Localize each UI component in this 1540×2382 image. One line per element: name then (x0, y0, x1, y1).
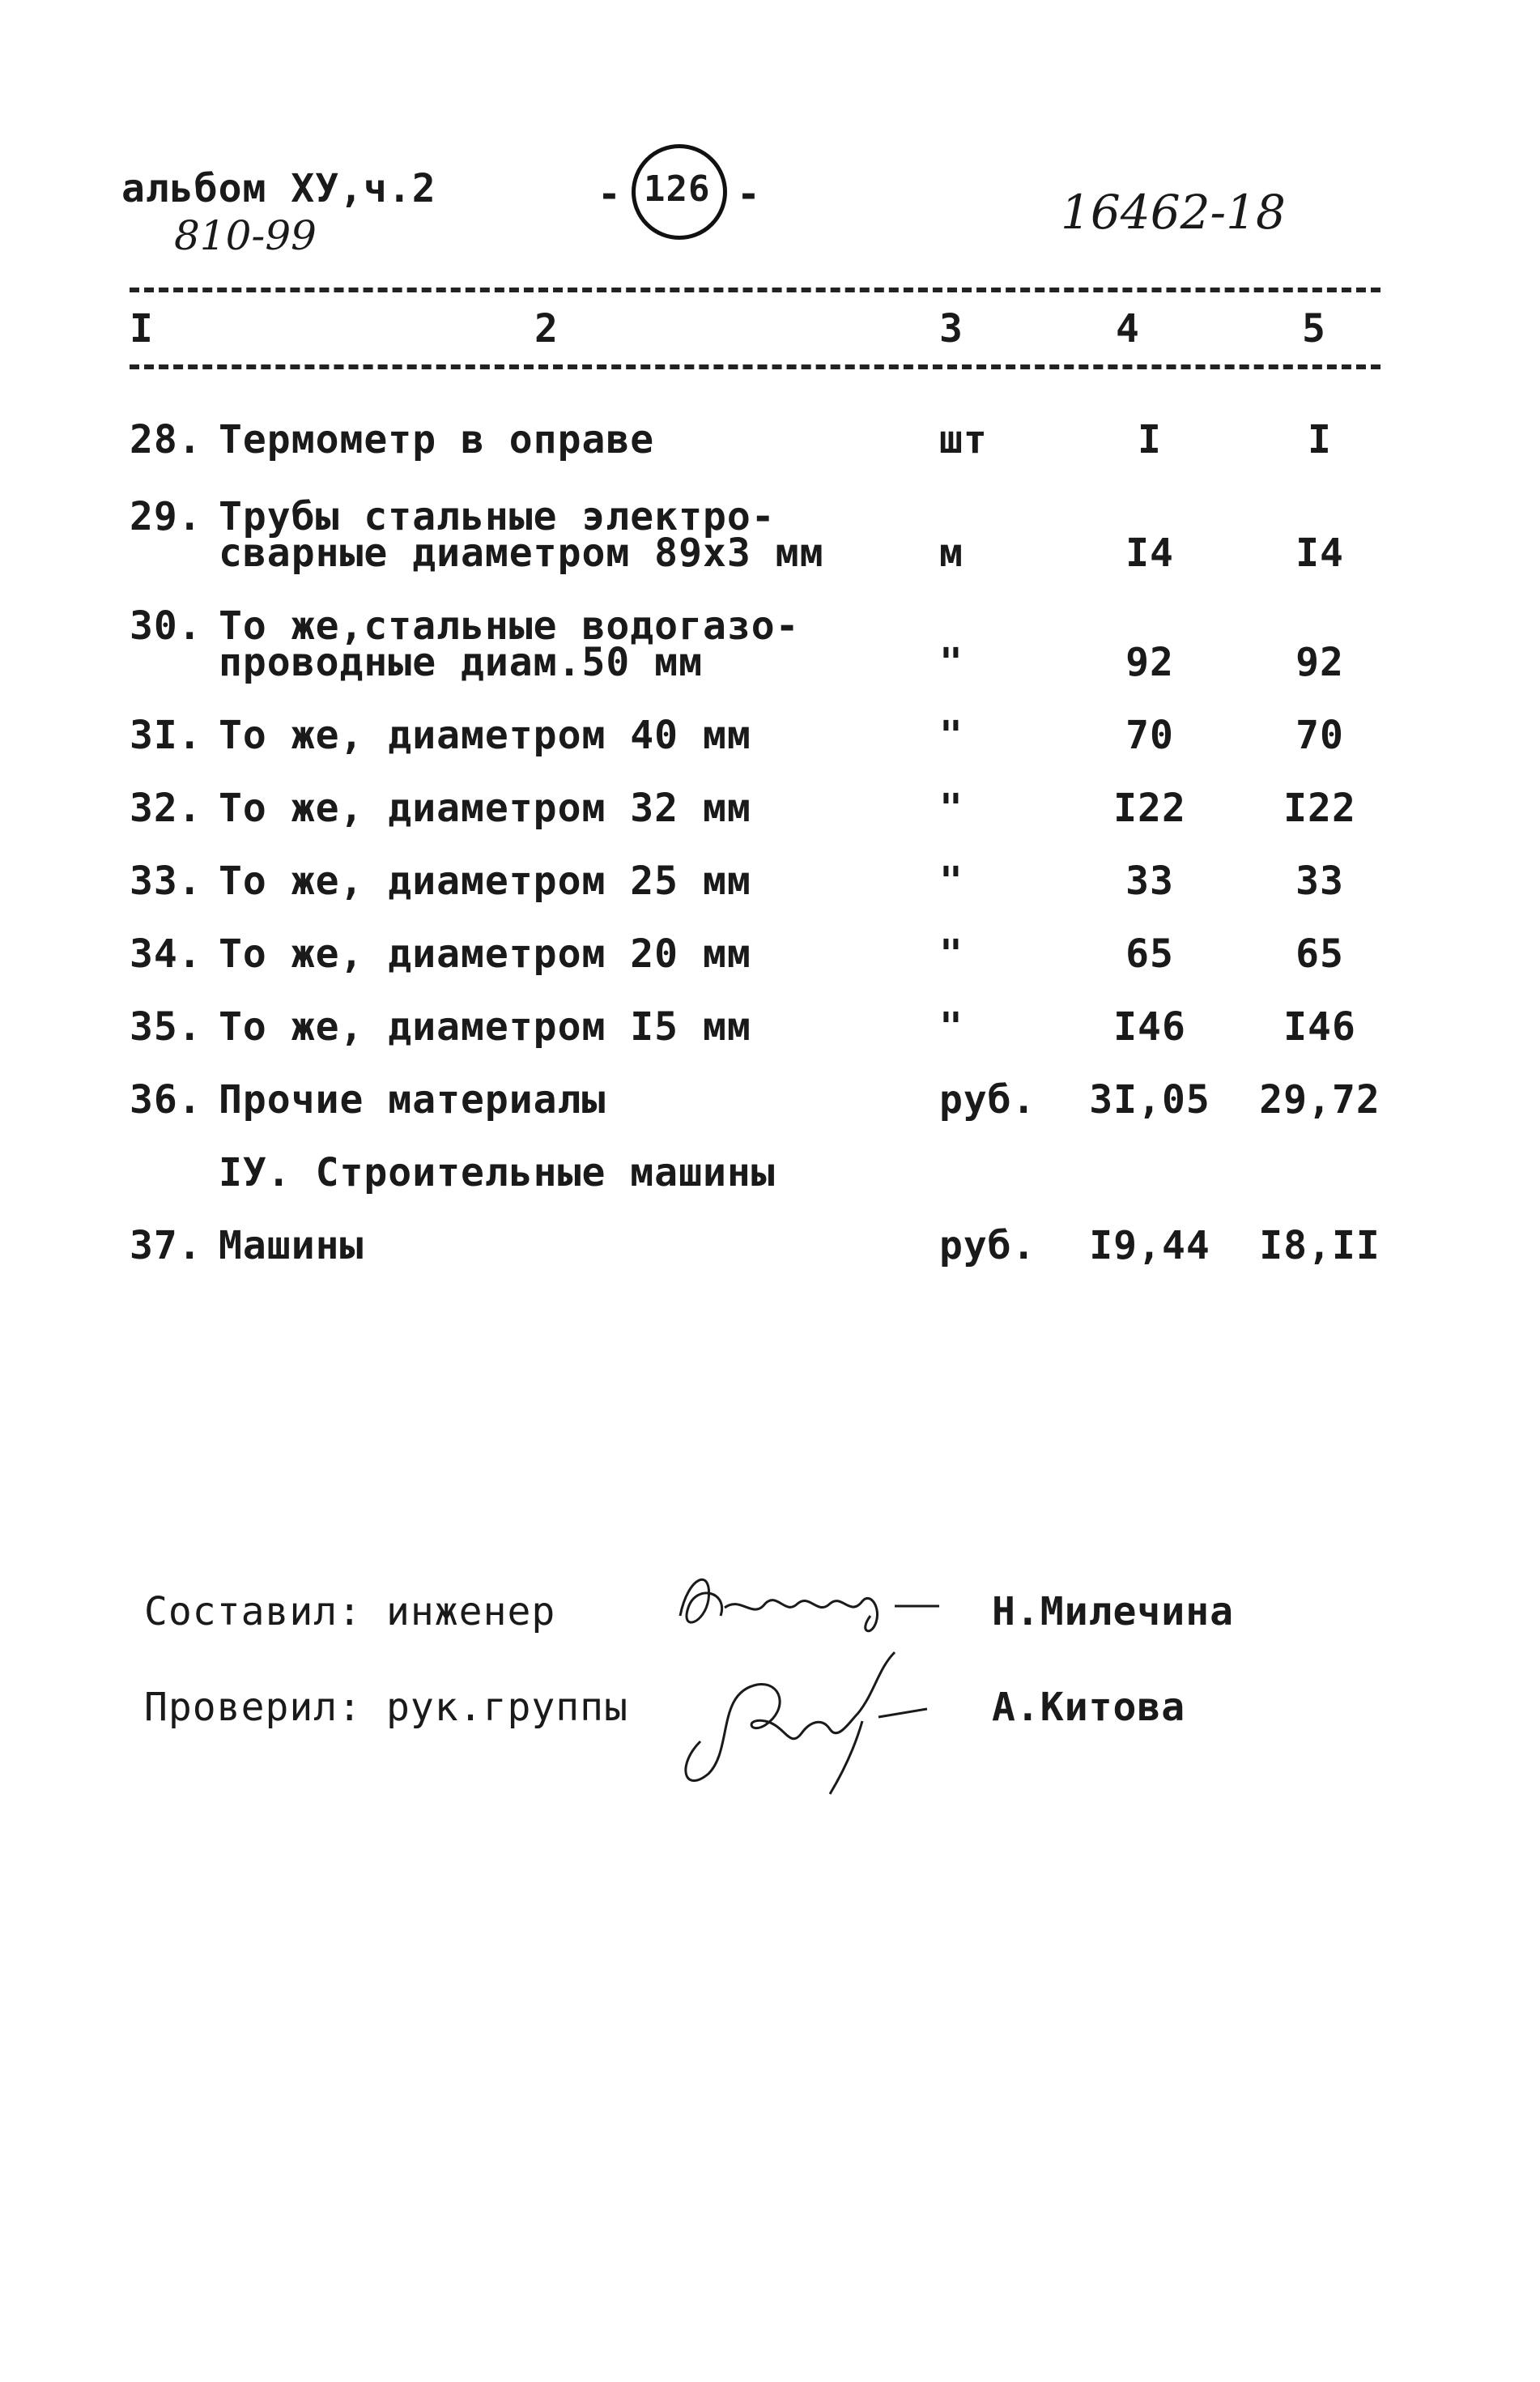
row-desc: Машины (219, 1223, 364, 1268)
row-desc: Термометр в оправе (219, 417, 655, 462)
col-header-3: 3 (939, 306, 964, 352)
row-col4: I (1138, 417, 1162, 462)
row-col5: I22 (1283, 786, 1356, 831)
row-col4: I4 (1125, 531, 1174, 576)
col-header-1: I (130, 306, 154, 352)
signature-compiler (664, 1559, 955, 1648)
row-col4: 33 (1125, 859, 1174, 904)
row-desc: То же, диаметром 20 мм (219, 931, 751, 977)
row-unit: шт (939, 417, 988, 462)
row-unit: м (939, 531, 964, 576)
row-unit: руб. (939, 1223, 1036, 1268)
row-desc: То же, диаметром I5 мм (219, 1004, 751, 1050)
row-col5: I46 (1283, 1004, 1356, 1050)
row-num: 36. (130, 1077, 202, 1123)
row-unit: руб. (939, 1077, 1036, 1123)
page-dash-left: - (598, 172, 622, 217)
row-unit: " (939, 859, 964, 904)
row-col5: 70 (1295, 713, 1344, 758)
header-rule-bottom (130, 364, 1380, 369)
album-label: альбом ХУ,ч.2 (121, 166, 436, 211)
row-num: 34. (130, 931, 202, 977)
compiled-name: Н.Милечина (992, 1589, 1234, 1634)
row-desc: Прочие материалы (219, 1077, 606, 1123)
row-unit: " (939, 931, 964, 977)
row-col4: I22 (1113, 786, 1186, 831)
row-num: 28. (130, 417, 202, 462)
row-col5: I (1308, 417, 1332, 462)
row-num: 3I. (130, 713, 202, 758)
row-col5: I8,II (1259, 1223, 1380, 1268)
compiled-label: Составил: инженер (144, 1589, 556, 1634)
checked-label: Проверил: рук.группы (144, 1685, 628, 1730)
page-dash-right: - (737, 172, 761, 217)
row-col5: 29,72 (1259, 1077, 1380, 1123)
row-col4: I46 (1113, 1004, 1186, 1050)
row-col4: 65 (1125, 931, 1174, 977)
row-col5: 65 (1295, 931, 1344, 977)
col-header-4: 4 (1116, 306, 1140, 352)
row-desc: То же, диаметром 25 мм (219, 859, 751, 904)
row-num: 29. (130, 494, 202, 539)
header-rule-top (130, 288, 1380, 292)
signature-checker (668, 1644, 943, 1798)
row-unit: " (939, 713, 964, 758)
row-col4: 3I,05 (1089, 1077, 1210, 1123)
row-col5: 33 (1295, 859, 1344, 904)
checked-name: А.Китова (992, 1685, 1186, 1730)
col-header-2: 2 (534, 306, 559, 352)
row-desc: То же, диаметром 32 мм (219, 786, 751, 831)
page-number: 126 (644, 168, 711, 210)
row-desc: Трубы стальные электро- (219, 494, 776, 539)
section-heading: IУ. Строительные машины (219, 1150, 776, 1195)
album-code-handwritten: 810-99 (174, 212, 317, 259)
row-num: 37. (130, 1223, 202, 1268)
row-unit: " (939, 1004, 964, 1050)
row-desc-line2: проводные диам.50 мм (219, 640, 703, 685)
row-desc: То же, диаметром 40 мм (219, 713, 751, 758)
row-col5: I4 (1295, 531, 1344, 576)
row-num: 30. (130, 603, 202, 649)
row-desc: То же,стальные водогазо- (219, 603, 800, 649)
row-col4: I9,44 (1089, 1223, 1210, 1268)
col-header-5: 5 (1302, 306, 1326, 352)
row-num: 32. (130, 786, 202, 831)
row-col5: 92 (1295, 640, 1344, 685)
row-num: 33. (130, 859, 202, 904)
row-unit: " (939, 786, 964, 831)
doc-number-handwritten: 16462-18 (1061, 185, 1286, 240)
row-col4: 92 (1125, 640, 1174, 685)
row-col4: 70 (1125, 713, 1174, 758)
row-num: 35. (130, 1004, 202, 1050)
row-unit: " (939, 640, 964, 685)
row-desc-line2: сварные диаметром 89х3 мм (219, 531, 824, 576)
